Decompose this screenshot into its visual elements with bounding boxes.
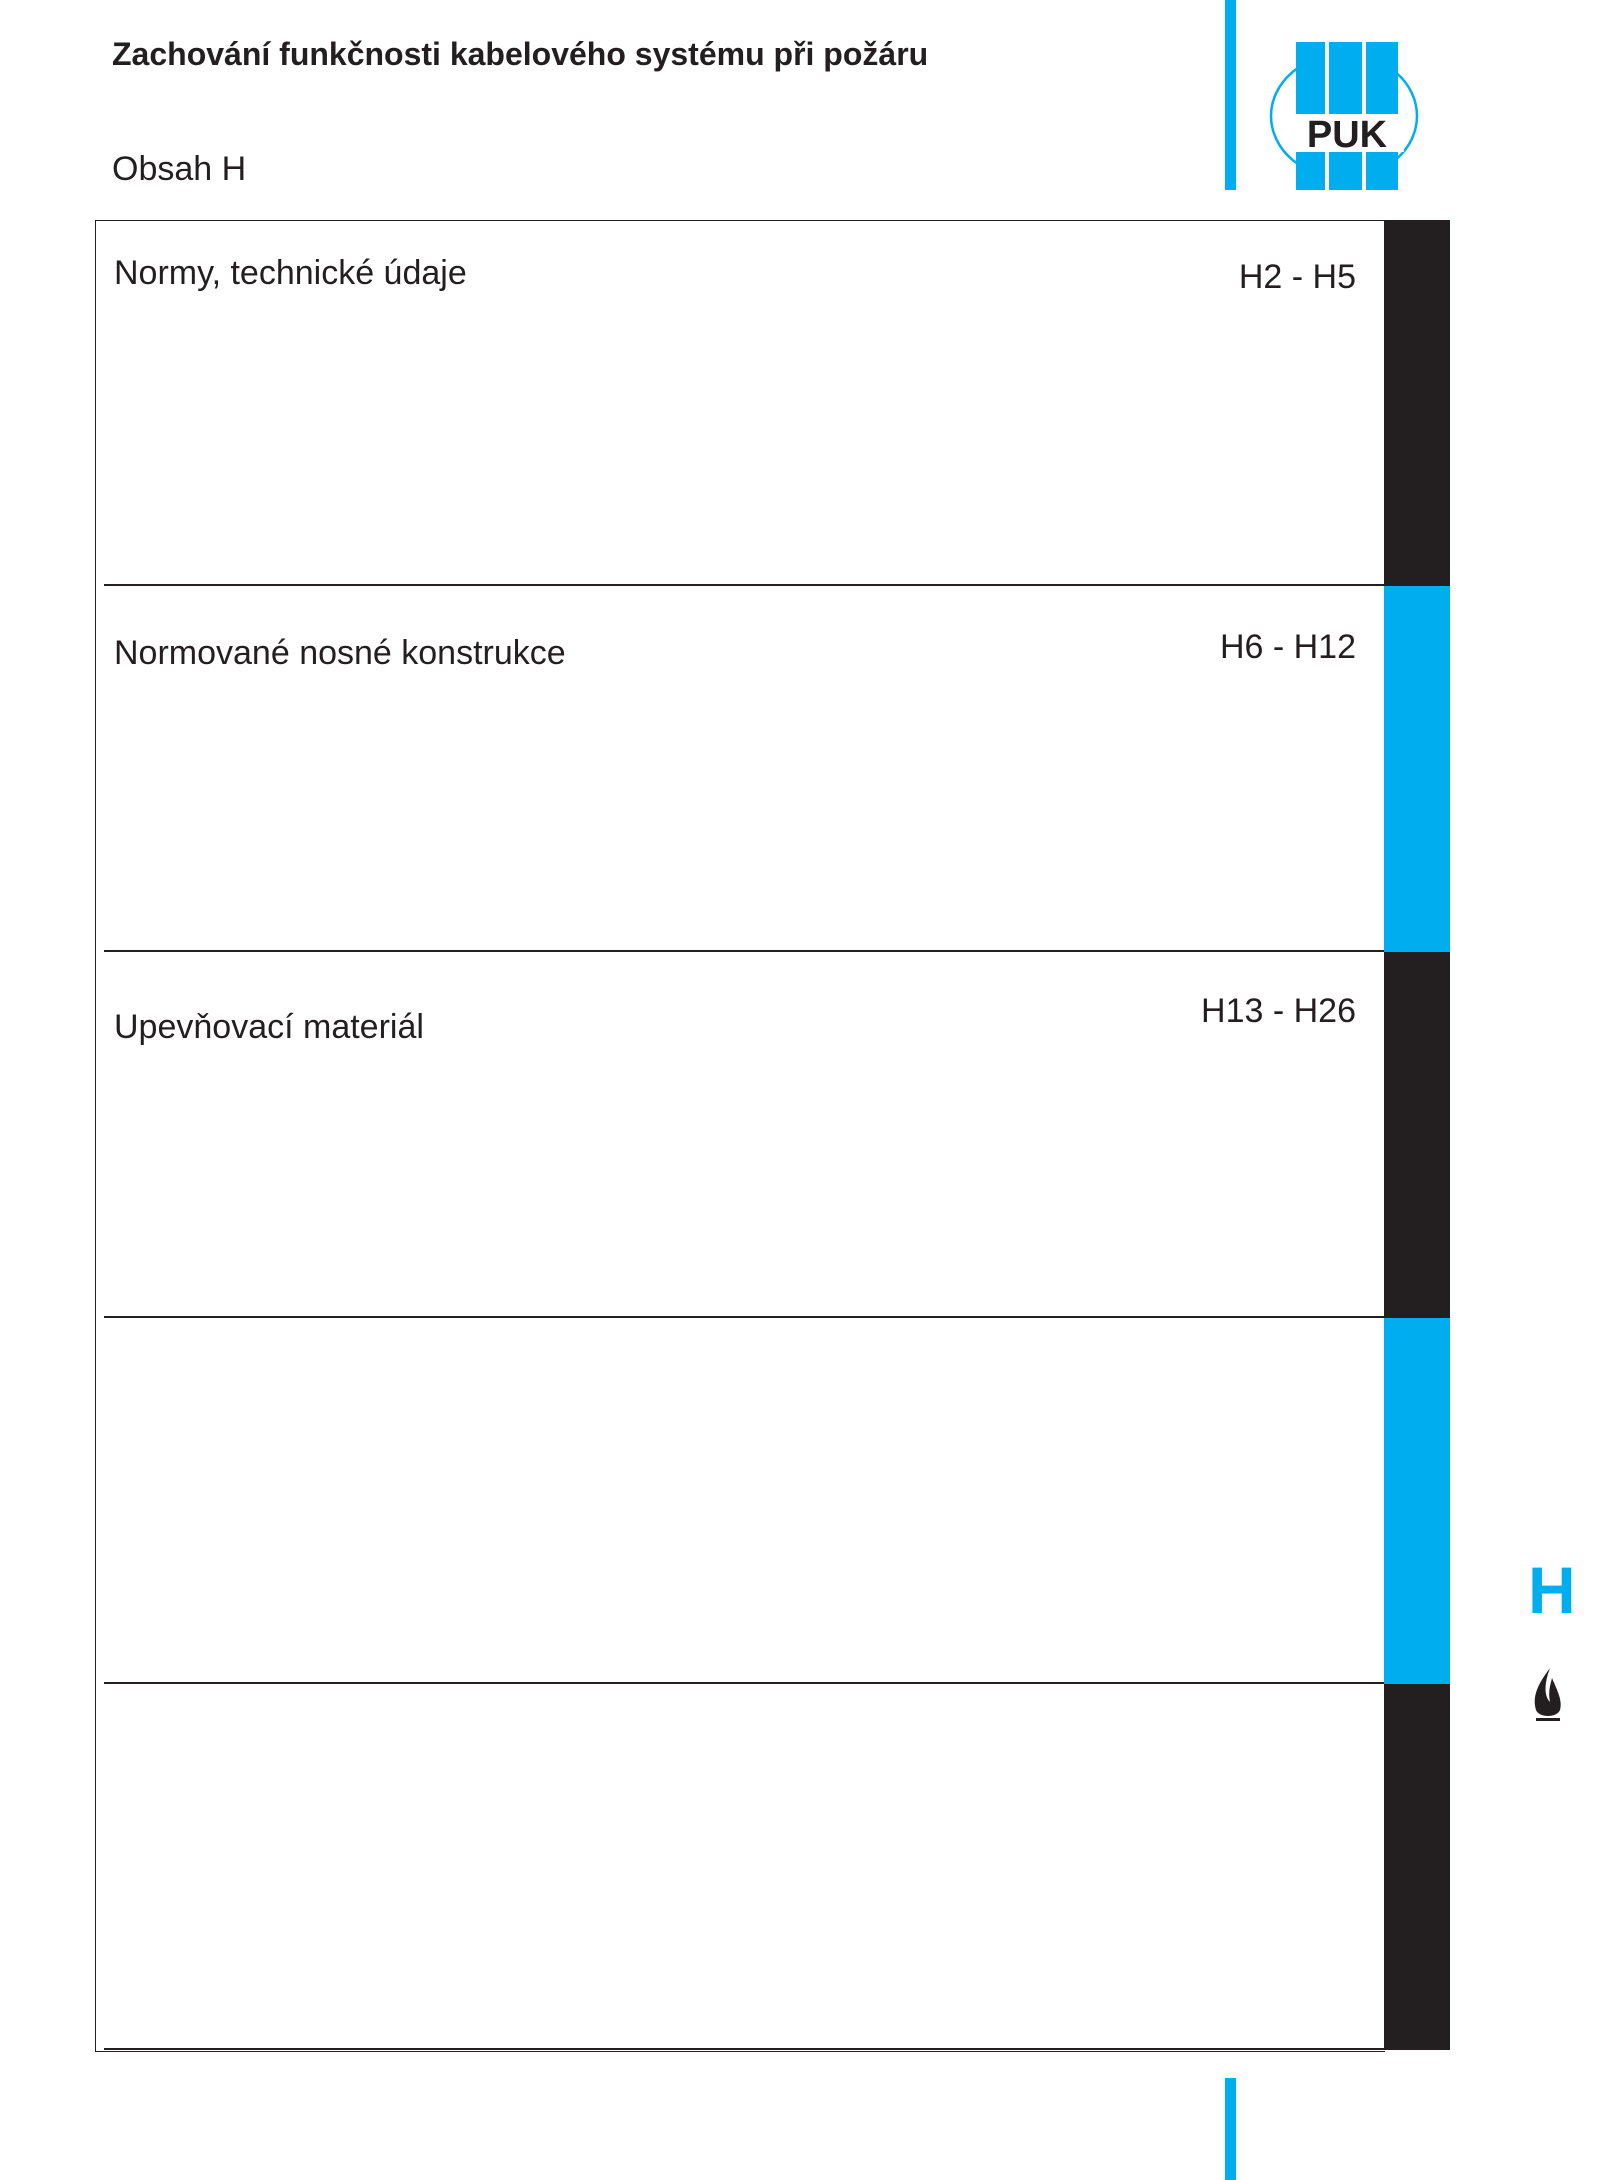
section-tab bbox=[1384, 1318, 1450, 1684]
section-tab bbox=[1384, 586, 1450, 952]
flame-icon bbox=[1530, 1666, 1566, 1724]
accent-bar-bottom bbox=[1225, 2078, 1236, 2180]
toc-row-label: Normované nosné konstrukce bbox=[114, 634, 566, 672]
toc-row bbox=[104, 1318, 1384, 1684]
section-letter: H bbox=[1528, 1553, 1576, 1627]
section-subtitle: Obsah H bbox=[112, 150, 247, 188]
toc-row bbox=[104, 220, 1384, 586]
section-tab bbox=[1384, 220, 1450, 586]
toc-row-pages: H13 - H26 bbox=[1201, 992, 1356, 1030]
toc-row bbox=[104, 952, 1384, 1318]
toc-row bbox=[104, 1684, 1384, 2050]
accent-bar-top bbox=[1225, 0, 1236, 190]
section-tab bbox=[1384, 952, 1450, 1318]
document-title: Zachování funkčnosti kabelového systému při požáru bbox=[112, 36, 929, 72]
toc-row-label: Upevňovací materiál bbox=[114, 1008, 424, 1046]
toc-row-label: Normy, technické údaje bbox=[114, 254, 467, 292]
puk-logo-icon bbox=[1268, 40, 1420, 192]
section-tab bbox=[1384, 1684, 1450, 2050]
toc-row-pages: H2 - H5 bbox=[1238, 258, 1356, 296]
logo-text: PUK bbox=[1306, 114, 1388, 156]
toc-row bbox=[104, 586, 1384, 952]
toc-row-pages: H6 - H12 bbox=[1219, 628, 1356, 666]
